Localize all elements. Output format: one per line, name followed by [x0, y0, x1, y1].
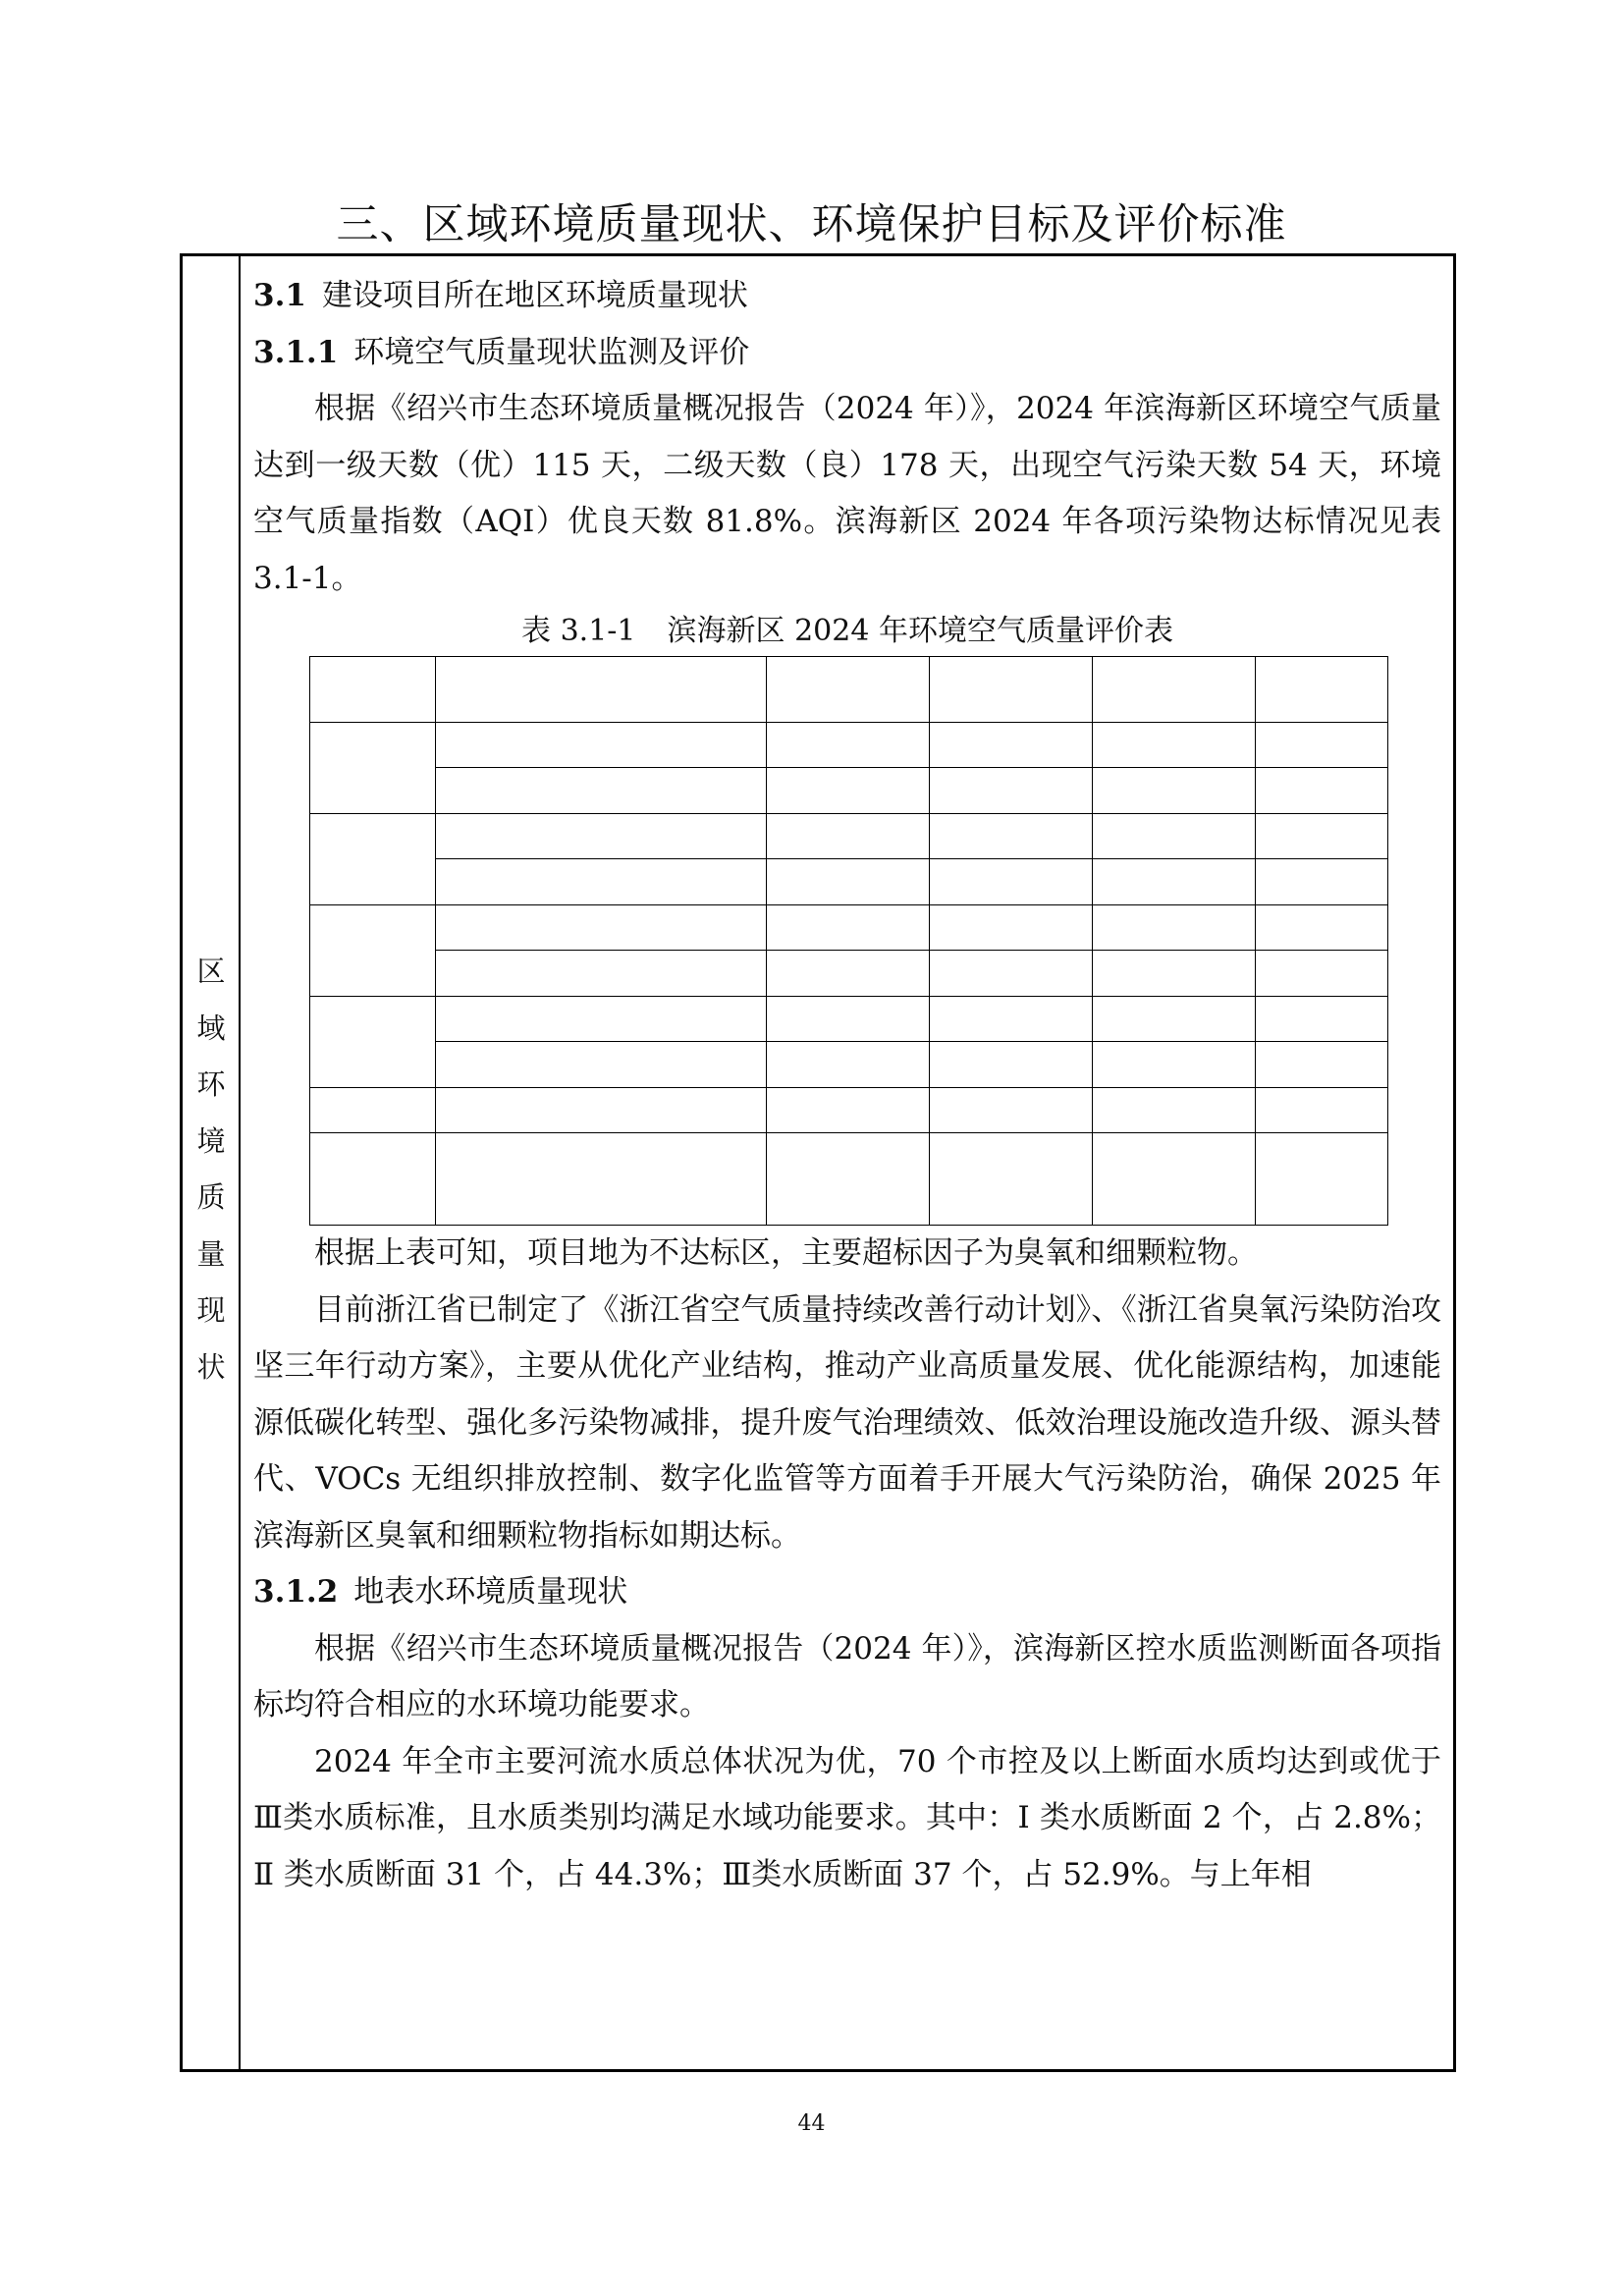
heading-number: 3.1.1: [253, 334, 339, 370]
paragraph-action-plan: 目前浙江省已制定了《浙江省空气质量持续改善行动计划》、《浙江省臭氧污染防治攻坚三年行动方案》，主要从优化产业结构，推动产业高质量发展、优化能源结构，加速能源低碳化转型、强化多污染物减排，提升废气治理绩效、低效治理设施改造升级、源头替代、VOCs 无组织排放控制、数字化监管等方面着手开展大气污染防治，确保 2025 年滨海新区臭氧和细颗粒物指标如期达标。: [253, 1291, 1441, 1554]
side-label-char: 环: [196, 1067, 226, 1101]
side-label-char: 量: [196, 1236, 226, 1271]
heading-text: 环境空气质量现状监测及评价: [353, 334, 750, 370]
heading-text: 建设项目所在地区环境质量现状: [321, 278, 748, 313]
table-cell: [310, 1133, 436, 1226]
paragraph-water-quality-stats: 2024 年全市主要河流水质总体状况为优，70 个市控及以上断面水质均达到或优于Ⅲ类水质标准，且水质类别均满足水域功能要求。其中：Ⅰ 类水质断面 2 个，占 2.8%；Ⅱ 类水质断面 31 个，占 44.3%；Ⅲ类水质断面 37 个，占 52.9%。与上年相: [253, 1743, 1441, 1892]
table-row: [310, 997, 1388, 1042]
table-row: [310, 951, 1388, 997]
table-cell: [1256, 1042, 1388, 1088]
table-cell: [436, 768, 767, 814]
table-cell: [310, 723, 436, 814]
table-cell: [930, 951, 1093, 997]
page-title: 三、区域环境质量现状、环境保护目标及评价标准: [336, 200, 1287, 249]
table-row: [310, 859, 1388, 905]
table-cell: [1093, 768, 1256, 814]
table-cell: [436, 951, 767, 997]
paragraph-air-quality: 根据《绍兴市生态环境质量概况报告（2024 年）》，2024 年滨海新区环境空气质量达到一级天数（优）115 天，二级天数（良）178 天，出现空气污染天数 54 天，环境空气质量指数（AQI）优良天数 81.8%。滨海新区 2024 年各项污染物达标情况见表 3.1-1。: [253, 391, 1441, 596]
table-cell: [930, 1088, 1093, 1133]
table-row: [310, 905, 1388, 951]
table-cell: [310, 905, 436, 997]
table-cell: [436, 1133, 767, 1226]
table-cell: [1093, 1133, 1256, 1226]
table-cell: [767, 859, 930, 905]
table-row: [310, 768, 1388, 814]
heading-text: 地表水环境质量现状: [353, 1574, 628, 1610]
content: [253, 268, 1441, 1903]
table-cell: [930, 814, 1093, 859]
section-frame: [180, 253, 1456, 2072]
heading-3-1-2: [253, 1564, 1441, 1621]
table-cell: [1256, 905, 1388, 951]
table-cell: [1093, 814, 1256, 859]
table-cell: [767, 814, 930, 859]
side-label-char: 状: [196, 1349, 226, 1384]
table-cell: [1093, 905, 1256, 951]
table-cell: [1093, 1042, 1256, 1088]
side-label-char: 境: [196, 1123, 226, 1158]
table-cell: [930, 1133, 1093, 1226]
table-cell: [1093, 997, 1256, 1042]
table-cell: [930, 723, 1093, 768]
table-cell: [1093, 951, 1256, 997]
table-cell: [930, 859, 1093, 905]
table-cell: [1093, 723, 1256, 768]
table-cell: [1256, 1133, 1388, 1226]
table-cell: [436, 1088, 767, 1133]
table-row: [310, 1133, 1388, 1226]
heading-3-1: [253, 268, 1441, 325]
page-number: 44: [797, 2111, 826, 2136]
table-cell: [930, 997, 1093, 1042]
table-cell: [767, 1088, 930, 1133]
paragraph-conclusion: 根据上表可知，项目地为不达标区，主要超标因子为臭氧和细颗粒物。: [314, 1235, 1258, 1271]
table-cell: [767, 997, 930, 1042]
paragraph-surface-water: 根据《绍兴市生态环境质量概况报告（2024 年）》，滨海新区控水质监测断面各项指标均符合相应的水环境功能要求。: [253, 1630, 1441, 1722]
frame-divider: [239, 256, 241, 2069]
side-label-char: 质: [196, 1180, 226, 1214]
table-cell: [1256, 723, 1388, 768]
table-cell: [1256, 859, 1388, 905]
table-cell: [930, 905, 1093, 951]
table-caption: [253, 607, 1441, 656]
air-quality-table: [309, 656, 1388, 1226]
table-cell: [767, 657, 930, 723]
table-cell: [436, 723, 767, 768]
table-cell: [767, 1042, 930, 1088]
table-cell: [1256, 657, 1388, 723]
table-cell: [930, 768, 1093, 814]
table-cell: [767, 723, 930, 768]
table-cell: [310, 1088, 436, 1133]
table-cell: [310, 997, 436, 1088]
table-row: [310, 814, 1388, 859]
table-cell: [436, 905, 767, 951]
table-cell: [1256, 768, 1388, 814]
table-cell: [436, 814, 767, 859]
heading-number: 3.1.2: [253, 1574, 339, 1610]
table-row: [310, 657, 1388, 723]
table-cell: [1093, 657, 1256, 723]
table-row: [310, 723, 1388, 768]
table-cell: [310, 814, 436, 905]
table-caption-text: 滨海新区 2024 年环境空气质量评价表: [667, 614, 1173, 648]
table-cell: [436, 859, 767, 905]
table-cell: [1093, 1088, 1256, 1133]
table-cell: [1256, 997, 1388, 1042]
table-row: [310, 1042, 1388, 1088]
table-cell: [1256, 814, 1388, 859]
heading-number: 3.1: [253, 278, 306, 313]
side-label-char: 域: [196, 1011, 226, 1045]
table-cell: [436, 997, 767, 1042]
table-cell: [767, 768, 930, 814]
table-cell: [1256, 951, 1388, 997]
table-cell: [310, 657, 436, 723]
table-cell: [930, 1042, 1093, 1088]
table-cell: [930, 657, 1093, 723]
table-cell: [767, 905, 930, 951]
side-label: [190, 944, 232, 1395]
side-label-char: 现: [196, 1293, 226, 1327]
table-cell: [1093, 859, 1256, 905]
table-row: [310, 1088, 1388, 1133]
side-label-char: 区: [196, 955, 226, 988]
table-cell: [436, 657, 767, 723]
table-caption-number: 表 3.1-1: [521, 614, 636, 648]
heading-3-1-1: [253, 325, 1441, 382]
table-cell: [436, 1042, 767, 1088]
table-cell: [767, 951, 930, 997]
table-cell: [767, 1133, 930, 1226]
table-cell: [1256, 1088, 1388, 1133]
